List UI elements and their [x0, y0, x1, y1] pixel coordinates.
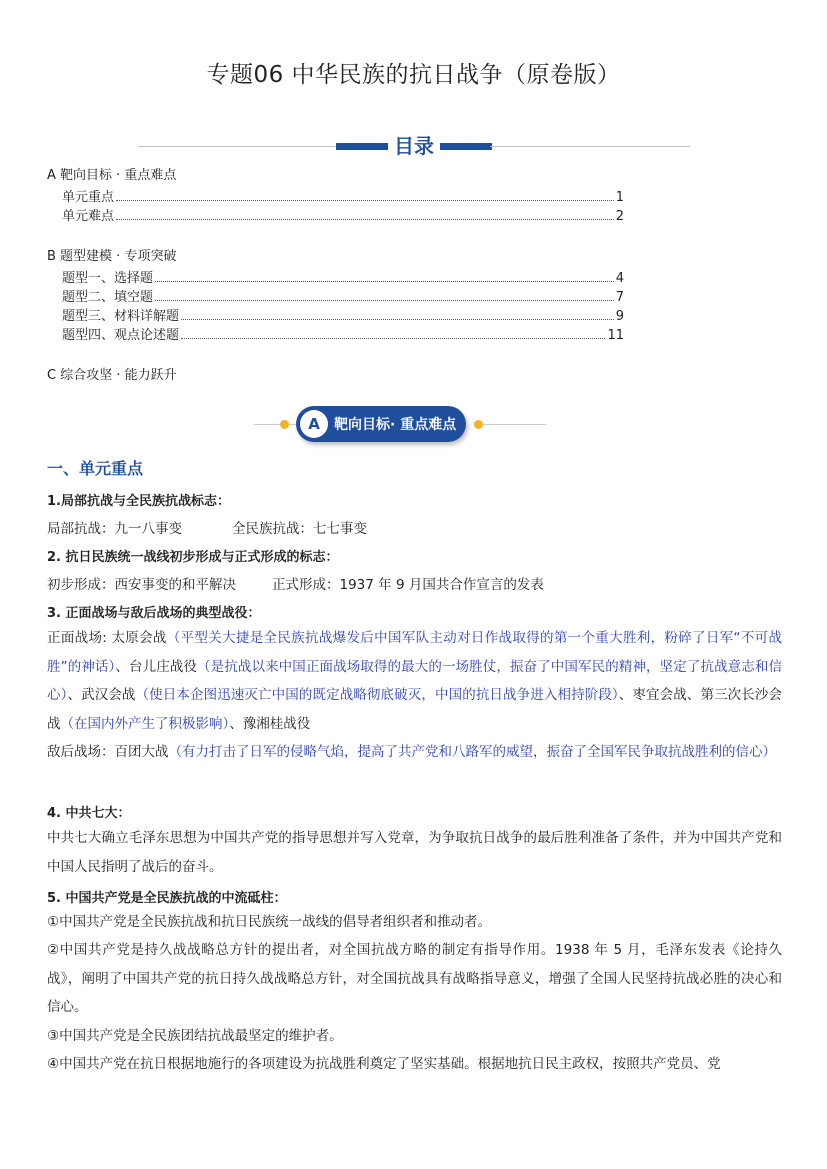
- toc-section-a[interactable]: A 靶向目标 · 重点难点: [47, 168, 177, 183]
- toc-item-label: 题型二、填空题: [62, 290, 154, 305]
- toc-leader-dots: [155, 290, 614, 301]
- banner-dot-left: [280, 420, 289, 429]
- toc-bar-right: [440, 143, 492, 150]
- point-1-a: 局部抗战：九一八事变: [47, 521, 182, 537]
- toc-item-label: 题型四、观点论述题: [62, 328, 180, 343]
- front-mid-1: 、台儿庄战役: [115, 658, 198, 675]
- rear-label: 敌后战场：百团大战: [47, 744, 169, 760]
- toc-item-unit-key[interactable]: [62, 186, 624, 205]
- toc-leader-dots: [155, 271, 614, 282]
- point-1-title: 1.局部抗战与全民族抗战标志：: [47, 494, 230, 509]
- point-2-b: 正式形成：1937 年 9 月国共合作宣言的发表: [272, 577, 544, 593]
- toc-item-label: 单元重点: [62, 190, 115, 205]
- point-2-title: 2. 抗日民族统一战线初步形成与正式形成的标志：: [47, 550, 339, 565]
- toc-item-label: 题型三、材料详解题: [62, 309, 180, 324]
- front-note-4: （在国内外产生了积极影响）: [60, 715, 230, 732]
- toc-item-type-4[interactable]: [62, 324, 624, 343]
- toc-item-page: 1: [615, 190, 624, 205]
- toc-item-page: 11: [607, 328, 624, 343]
- banner-pill: [296, 406, 466, 442]
- front-note-2: （是抗战以来中国正面战场取得的最大的一场胜仗，振奋了中国军民的精神，坚定了抗战意志和信心）: [47, 658, 783, 703]
- banner-wing-right: [476, 424, 546, 425]
- toc-item-page: 9: [615, 309, 624, 324]
- front-label: 正面战场: 太原会战: [47, 630, 167, 646]
- toc-item-page: 7: [615, 290, 624, 305]
- point-2-body: [47, 573, 544, 593]
- front-mid-2: 、武汉会战: [67, 687, 136, 703]
- toc-leader-dots: [181, 309, 614, 320]
- document-title: 专题06 中华民族的抗日战争（原卷版）: [206, 62, 621, 88]
- toc-item-page: 4: [615, 271, 624, 286]
- point-5-item-1: ①中国共产党是全民族抗战和抗日民族统一战线的倡导者组织者和推动者。: [47, 914, 492, 930]
- toc-item-page: 2: [615, 209, 624, 224]
- point-5-title: 5. 中国共产党是全民族抗战的中流砥柱：: [47, 891, 287, 906]
- front-note-3: （使日本企图迅速灭亡中国的既定战略彻底破灭，中国的抗日战争进入相持阶段）: [135, 687, 619, 703]
- toc-item-type-2[interactable]: [62, 286, 624, 305]
- point-2-a: 初步形成：西安事变的和平解决: [47, 577, 236, 593]
- toc-item-unit-difficulty[interactable]: [62, 205, 624, 224]
- section-banner: [250, 400, 570, 446]
- toc-item-type-3[interactable]: [62, 305, 624, 324]
- rear-note: （有力打击了日军的侵略气焰，提高了共产党和八路军的威望，振奋了全国军民争取抗战胜利的信心）: [168, 744, 776, 760]
- toc-header: [138, 128, 690, 160]
- point-4-title: 4. 中共七大：: [47, 806, 131, 821]
- toc-section-c[interactable]: C 综合攻坚 · 能力跃升: [47, 368, 177, 383]
- toc-item-label: 单元难点: [62, 209, 115, 224]
- toc-leader-dots: [116, 209, 614, 220]
- toc-leader-dots: [116, 190, 614, 201]
- toc-leader-dots: [181, 328, 605, 339]
- front-mid-3: 、枣宜会战、第三次长沙会战: [47, 687, 783, 732]
- point-1-b: 全民族抗战：七七事变: [232, 521, 367, 537]
- point-4-text: 中共七大确立毛泽东思想为中国共产党的指导思想并写入党章，为争取抗日战争的最后胜利准备了条件，并为中国共产党和中国人民指明了战后的奋斗。: [47, 830, 782, 875]
- toc-rule-left: [138, 146, 338, 147]
- toc-bar-left: [336, 143, 388, 150]
- banner-dot-right: [474, 420, 483, 429]
- point-5-item-3: ③中国共产党是全民族团结抗战最坚定的维护者。: [47, 1028, 343, 1044]
- section-heading: 一、单元重点: [47, 459, 144, 478]
- point-3-front: [47, 624, 782, 738]
- point-1-body: [47, 517, 367, 537]
- front-end: 、豫湘桂战役: [229, 715, 311, 732]
- banner-text: 靶向目标· 重点难点: [334, 417, 457, 433]
- banner-badge: A: [300, 410, 328, 438]
- point-3-title: 3. 正面战场与敌后战场的典型战役：: [47, 606, 261, 621]
- point-5-item-2: ②中国共产党是持久战战略总方针的提出者，对全国抗战方略的制定有指导作用。1938 年 5 月，毛泽东发表《论持久战》，阐明了中国共产党的抗日持久战战略总方针，对全国抗战具有战略指导意义，增强了全国人民坚持抗战必胜的决心和信心。: [47, 942, 782, 1015]
- front-note-1: （平型关大捷是全民族抗战爆发后中国军队主动对日作战取得的第一个重大胜利，粉碎了日军“不可战胜”的神话）: [47, 630, 783, 675]
- toc-rule-right: [490, 146, 690, 147]
- toc-heading: 目录: [394, 134, 434, 158]
- toc-item-type-1[interactable]: [62, 267, 624, 286]
- toc-item-label: 题型一、选择题: [62, 271, 154, 286]
- point-3-rear: [47, 738, 782, 767]
- point-5-item-4: ④中国共产党在抗日根据地施行的各项建设为抗战胜利奠定了坚实基础。根据地抗日民主政权，按照共产党员、党: [47, 1056, 721, 1072]
- toc-section-b[interactable]: B 题型建模 · 专项突破: [47, 249, 177, 264]
